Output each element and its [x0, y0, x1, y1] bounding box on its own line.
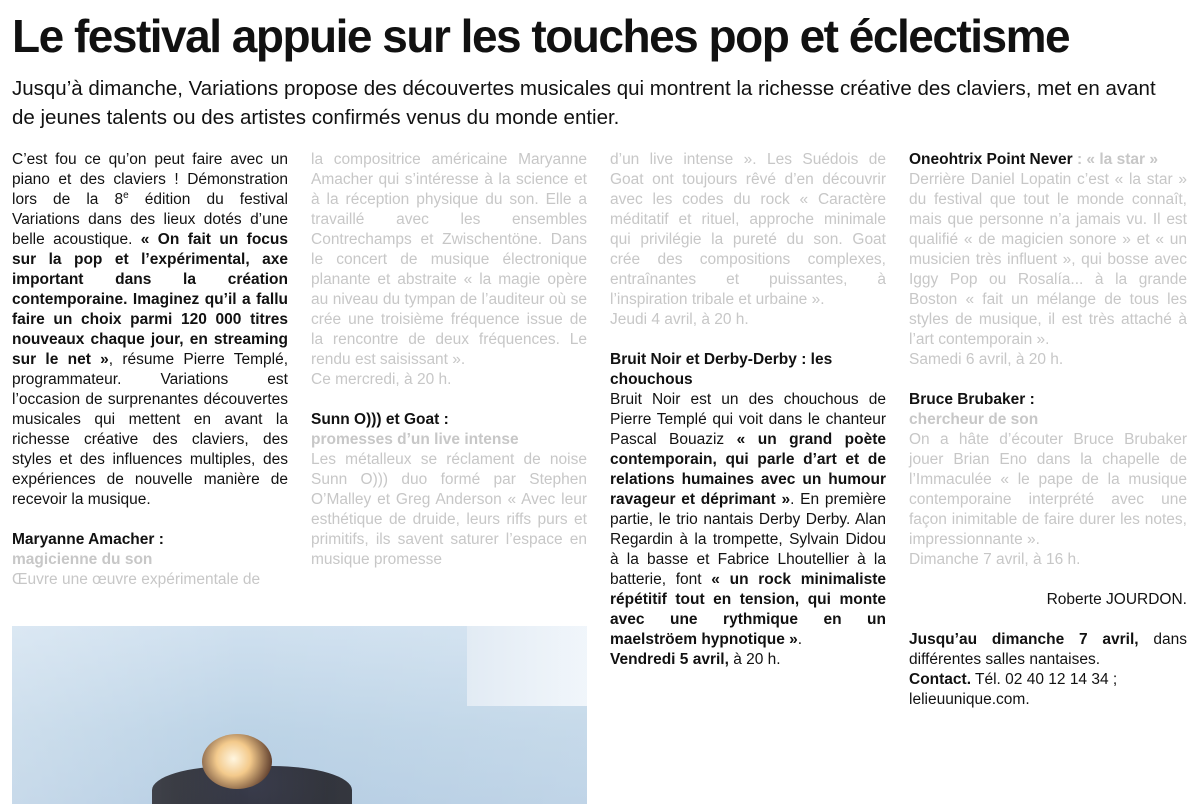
programmer-quote: « On fait un focus sur la pop et l’expérimental, axe important dans la création contemporaine. Imaginez qu’il a fallu faire un choix parmi 120 000 titres nouveaux chaque jour, en streaming sur le net » — [12, 231, 288, 368]
section-subheading-brubaker: chercheur de son — [909, 411, 1039, 428]
article-column-1 — [12, 150, 288, 590]
photo-light-overlay — [12, 626, 587, 804]
faded-text-line: Œuvre une œuvre expérimentale de — [12, 571, 261, 588]
date-bold: Vendredi 5 avril, — [610, 651, 729, 668]
article-standfirst: Jusqu’à dimanche, Variations propose des découvertes musicales qui montrent la richesse créative des claviers, met en avant de jeunes talents ou des artistes confirmés venus du monde entier. — [12, 77, 1156, 129]
festival-venues: dans différentes salles nantaises. — [909, 631, 1187, 668]
bruit-noir-text-a: Bruit Noir est un des chouchous de Pierre Templé qui voit dans le chanteur Pascal Bouaziz — [610, 391, 886, 448]
concert-photo — [12, 626, 587, 804]
faded-date-brubaker: Dimanche 7 avril, à 16 h. — [909, 551, 1081, 568]
bruit-noir-text-c: . — [797, 631, 803, 648]
faded-date-amacher: Ce mercredi, à 20 h. — [311, 371, 452, 388]
article-column-3 — [610, 150, 886, 670]
faded-paragraph-goat: d’un live intense ». Les Suédois de Goat ont toujours rêvé d’en découvrir avec les codes du rock « Caractère méditatif et rituel, approche minimale qui privilégie la pureté du son. Goat crée des compositions complexes, entraînantes et puissantes, à l’inspiration tribale et urbaine ». — [610, 151, 886, 308]
festival-dates-info — [909, 630, 1187, 670]
section-subheading-amacher: magicienne du son — [12, 551, 153, 568]
section-heading-sunn-goat: Sunn O))) et Goat : — [311, 411, 449, 428]
intro-text-a: C’est fou ce qu’on peut faire avec un piano et des claviers ! Démonstration lors de la 8 — [12, 151, 288, 208]
faded-date-goat: Jeudi 4 avril, à 20 h. — [610, 311, 749, 328]
intro-paragraph — [12, 150, 288, 510]
ordinal-superscript: e — [123, 189, 129, 201]
article-headline: Le festival appuie sur les touches pop et éclectisme — [12, 10, 1070, 62]
faded-paragraph-oneohtrix: Derrière Daniel Lopatin c’est « la star » du festival que tout le monde connaît, mais que personne n’a jamais vu. Il est qualifié « de magicien sonore » et « un musicien très influent », qui bosse avec Iggy Pop ou Rosalía... à la grande Boston « fait un mélange de tous les styles de musique, il est très attaché à l’art contemporain ». — [909, 171, 1187, 348]
bruit-noir-quote-2: « un rock minimaliste répétitif tout en tension, qui monte avec une rythmique en un maelströem hypnotique » — [610, 571, 886, 648]
section-heading-amacher: Maryanne Amacher : — [12, 531, 164, 548]
section-heading-oneohtrix-line — [909, 150, 1187, 170]
faded-paragraph-brubaker: On a hâte d’écouter Bruce Brubaker jouer Brian Eno dans la chapelle de l’Immaculée « le pape de la musique contemporaine interprété avec une façon inimitable de faire durer les notes, impressionnante ». — [909, 431, 1187, 548]
intro-text-b: édition du festival Variations dans des lieux dotés d’une belle acoustique. — [12, 191, 288, 248]
section-subheading-sunn-goat: promesses d’un live intense — [311, 431, 519, 448]
contact-label: Contact. — [909, 671, 971, 688]
section-heading-oneohtrix-faded: : « la star » — [1072, 151, 1158, 168]
author-signature: Roberte JOURDON. — [1046, 591, 1187, 608]
bruit-noir-text-b: . En première partie, le trio nantais Derby Derby. Alan Regardin à la trompette, Sylvain Didou à la basse et Fabrice Lhoutellier à la batterie, font — [610, 491, 886, 588]
section-heading-oneohtrix: Oneohtrix Point Never — [909, 151, 1073, 168]
faded-date-oneohtrix: Samedi 6 avril, à 20 h. — [909, 351, 1064, 368]
faded-paragraph-amacher: la compositrice américaine Maryanne Amacher qui s’intéresse à la science et à la réception physique du son. Elle a travaillé avec les ensembles Contrechamps et Zwischentöne. Dans le concert de musique électronique planante et abstraite « la magie opère au niveau du tympan de l’auditeur où se crée une troisième fréquence issue de la rencontre de deux fréquences. Le rendu est saisissant ». — [311, 151, 587, 368]
date-time: à 20 h. — [728, 651, 781, 668]
bruit-noir-quote-1: « un grand poète contemporain, qui parle d’art et de relations humaines avec un humour ravageur et déprimant » — [610, 431, 887, 508]
article-column-4 — [909, 150, 1187, 710]
festival-dates-bold: Jusqu’au dimanche 7 avril, — [909, 631, 1139, 648]
contact-info — [909, 670, 1187, 710]
section-heading-brubaker: Bruce Brubaker : — [909, 391, 1035, 408]
intro-text-c: , résume Pierre Templé, programmateur. Variations est l’occasion de surprenantes découvertes musicales qui mettent en avant la richesse créative des claviers, des styles et des influences multiples, des expériences de nouvelle manière de recevoir la musique. — [12, 351, 288, 508]
bruit-noir-paragraph — [610, 390, 886, 650]
article-column-2 — [311, 150, 587, 570]
bruit-noir-date — [610, 650, 886, 670]
faded-paragraph-sunn-goat: Les métalleux se réclament de noise Sunn O))) duo formé par Stephen O’Malley et Greg Anderson « Avec leur esthétique de druide, leurs riffs purs et primitifs, ils savent saturer l’espace en musique promesse — [311, 451, 587, 568]
contact-details: Tél. 02 40 12 14 34 ; lelieuunique.com. — [909, 671, 1118, 708]
section-heading-bruit-noir: Bruit Noir et Derby-Derby : les chouchous — [610, 351, 833, 388]
